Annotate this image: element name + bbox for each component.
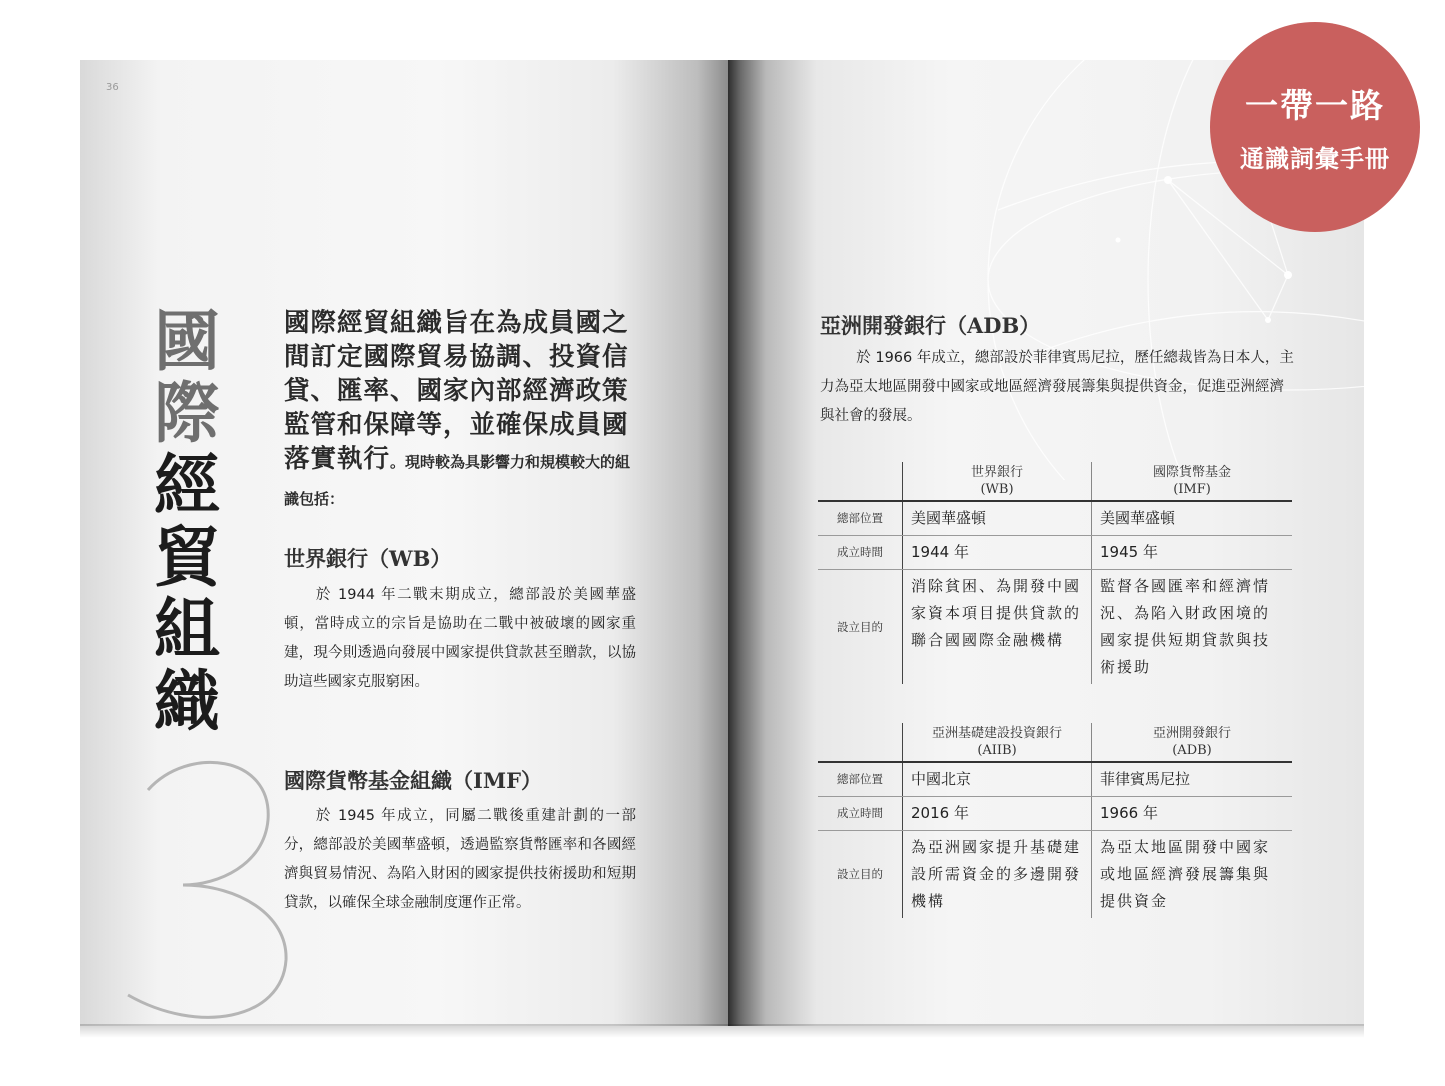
title-char: 際 — [154, 374, 220, 452]
row-label: 總部位置 — [818, 762, 903, 797]
title-char: 組 — [154, 590, 220, 668]
table-cell: 2016 年 — [903, 797, 1092, 831]
series-badge — [1210, 22, 1420, 232]
table-row — [818, 501, 1292, 536]
intro-paragraph — [284, 306, 639, 516]
section-heading-wb: 世界銀行（WB） — [284, 546, 452, 571]
table-cell: 菲律賓馬尼拉 — [1092, 762, 1293, 797]
intro-large-text: 國際經貿組織旨在為成員國之間訂定國際貿易協調、投資信貸、匯率、國家內部經濟政策監管和保障等，並確保成員國落實執行 — [284, 308, 629, 474]
section-body-wb: 於 1944 年二戰末期成立，總部設於美國華盛頓，當時成立的宗旨是協助在二戰中被破壞的國家重建，現今則透過向發展中國家提供貸款甚至贈款，以協助這些國家克服窮困。 — [284, 587, 636, 690]
table-row — [818, 831, 1292, 919]
column-header: 亞洲基礎建設投資銀行 (AIIB) — [903, 723, 1092, 762]
chapter-number: 3 — [88, 750, 89, 751]
table-row — [818, 570, 1292, 685]
table-cell: 為亞太地區開發中國家或地區經濟發展籌集與提供資金 — [1100, 838, 1271, 910]
title-char: 經 — [154, 446, 220, 524]
row-label: 成立時間 — [818, 536, 903, 570]
table-corner — [818, 723, 903, 762]
badge-title: 一帶一路 — [1245, 86, 1385, 125]
page-number: 36 — [106, 82, 119, 93]
title-char: 貿 — [154, 518, 220, 596]
column-header: 世界銀行 (WB) — [903, 462, 1092, 501]
table-row — [818, 797, 1292, 831]
row-label: 設立目的 — [818, 831, 903, 919]
table-cell: 美國華盛頓 — [1092, 501, 1293, 536]
table-cell: 為亞洲國家提升基礎建設所需資金的多邊開發機構 — [903, 831, 1092, 919]
column-header: 亞洲開發銀行 (ADB) — [1092, 723, 1293, 762]
table-row — [818, 536, 1292, 570]
title-char: 國 — [154, 302, 220, 380]
adb-heading: 亞洲開發銀行（ADB） — [820, 313, 1041, 338]
comparison-table-aiib-adb — [818, 723, 1292, 918]
row-label: 總部位置 — [818, 501, 903, 536]
table-corner — [818, 462, 903, 501]
vertical-title — [142, 302, 232, 740]
row-label: 成立時間 — [818, 797, 903, 831]
title-char: 織 — [154, 662, 220, 740]
table-cell: 消除貧困、為開發中國家資本項目提供貸款的聯合國國際金融機構 — [903, 570, 1092, 685]
table-cell: 美國華盛頓 — [903, 501, 1092, 536]
section-heading-imf: 國際貨幣基金組織（IMF） — [284, 768, 542, 793]
adb-paragraph: 於 1966 年成立，總部設於菲律賓馬尼拉，歷任總裁皆為日本人，主力為亞太地區開發中國家或地區經濟發展籌集與提供資金，促進亞洲經濟與社會的發展。 — [820, 350, 1294, 424]
table-cell: 1945 年 — [1092, 536, 1293, 570]
section-body-imf: 於 1945 年成立，同屬二戰後重建計劃的一部分，總部設於美國華盛頓，透過監察貨幣匯率和各國經濟與貿易情況、為陷入財困的國家提供技術援助和短期貸款，以確保全球金融制度運作正常。 — [284, 808, 636, 911]
intro-small-text: 。現時較為具影響力和規模較大的組識包括： — [284, 453, 631, 508]
badge-subtitle: 通識詞彙手冊 — [1240, 145, 1390, 173]
comparison-table-wb-imf — [818, 462, 1292, 684]
book-shadow — [80, 1024, 1364, 1038]
left-page — [80, 60, 730, 1026]
row-label: 設立目的 — [818, 570, 903, 685]
table-cell: 1966 年 — [1092, 797, 1293, 831]
table-row — [818, 762, 1292, 797]
table-cell: 1944 年 — [903, 536, 1092, 570]
table-cell: 監督各國匯率和經濟情況、為陷入財政困境的國家提供短期貸款與技術援助 — [1100, 577, 1271, 676]
table-cell: 中國北京 — [903, 762, 1092, 797]
column-header: 國際貨幣基金 (IMF) — [1092, 462, 1293, 501]
